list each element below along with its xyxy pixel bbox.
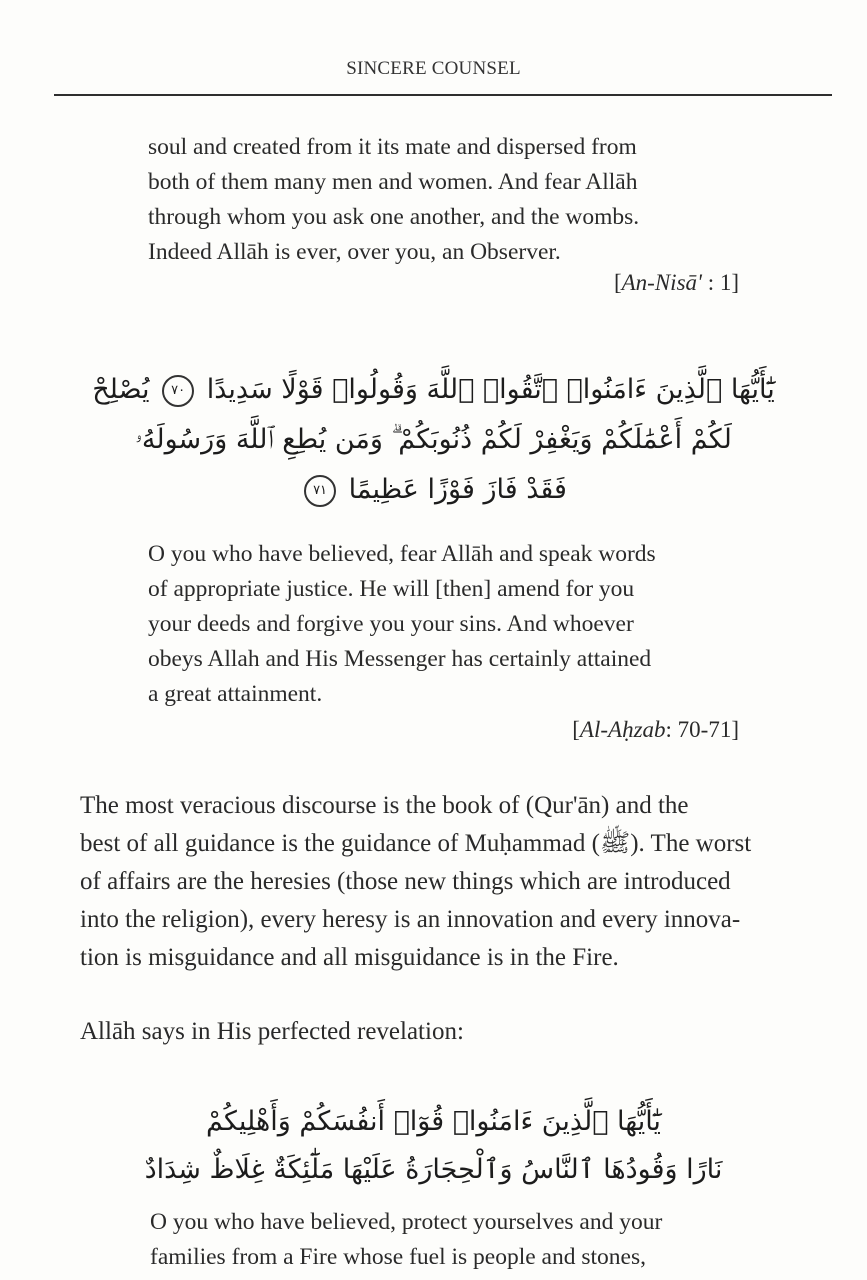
surah-name: An-Nisā' — [621, 270, 702, 295]
arabic-line: يَٰٓأَيُّهَا ٱلَّذِينَ ءَامَنُوا۟ قُوٓا۟ أَنفُسَكُمْ وَأَهْلِيكُمْ — [206, 1106, 661, 1137]
arabic-line: يَٰٓأَيُّهَا ٱلَّذِينَ ءَامَنُوا۟ ٱتَّقُوا۟ ٱللَّهَ وَقُولُوا۟ قَوْلًا سَدِيدًا ٧٠ يُصْلِحْ — [92, 374, 775, 405]
text-line: your deeds and forgive you your sins. And whoever — [148, 611, 634, 637]
arabic-line: لَكُمْ أَعْمَٰلَكُمْ وَيَغْفِرْ لَكُمْ ذُنُوبَكُمْ ۗ وَمَن يُطِعِ ٱللَّهَ وَرَسُولَهُۥ — [135, 424, 732, 455]
ayah-marker-icon: ٧٠ — [162, 375, 194, 407]
quote-tahrim-translation — [150, 1205, 750, 1275]
intro-line: Allāh says in His perfected revelation: — [80, 1018, 464, 1045]
arabic-verse-block-ahzab — [0, 365, 867, 515]
text-line: O you who have believed, fear Allāh and speak words — [148, 541, 656, 567]
quote-ahzab-translation — [148, 537, 740, 712]
text-line: O you who have believed, protect yourselves and your — [150, 1209, 663, 1235]
arabic-line: نَارًا وَقُودُهَا ٱلنَّاسُ وَٱلْحِجَارَةُ عَلَيْهَا مَلَٰٓئِكَةٌ غِلَاظٌ شِدَادٌ — [144, 1154, 723, 1185]
verse-number: : 70-71] — [665, 717, 739, 742]
ayah-marker-icon: ٧١ — [304, 475, 336, 507]
text-line: Indeed Allāh is ever, over you, an Observer. — [148, 239, 561, 265]
surah-name: Al-Aḥzab — [579, 717, 666, 742]
reference-an-nisa: [An-Nisā' : 1] — [613, 270, 739, 295]
text-line: The most veracious discourse is the book of (Qur'ān) and the — [80, 792, 689, 819]
text-line: soul and created from it its mate and dispersed from — [148, 134, 637, 160]
running-head-title: SINCERE COUNSEL — [346, 58, 521, 79]
text-line: of affairs are the heresies (those new things which are introduced — [80, 868, 731, 895]
text-line: a great attainment. — [148, 681, 323, 707]
verse-number: : 1] — [701, 270, 739, 295]
arabic-verse-block-tahrim — [0, 1098, 867, 1194]
body-paragraph — [80, 787, 834, 977]
arabic-line: فَقَدْ فَازَ فَوْزًا عَظِيمًا ٧١ — [0, 465, 867, 515]
text-line: of appropriate justice. He will [then] amend for you — [148, 576, 635, 602]
text-line: best of all guidance is the guidance of Muḥammad (ﷺ). The worst — [80, 830, 752, 857]
header-rule — [54, 94, 832, 96]
text-line: both of them many men and women. And fear Allāh — [148, 169, 638, 195]
reference-al-ahzab: [Al-Aḥzab: 70-71] — [572, 717, 739, 742]
text-line: through whom you ask one another, and the wombs. — [148, 204, 640, 230]
text-line: tion is misguidance and all misguidance is in the Fire. — [80, 944, 619, 971]
quote-nisa-translation — [148, 130, 740, 270]
text-line: families from a Fire whose fuel is people and stones, — [150, 1244, 646, 1270]
text-line: into the religion), every heresy is an innovation and every innova- — [80, 906, 741, 933]
text-line: obeys Allah and His Messenger has certainly attained — [148, 646, 652, 672]
